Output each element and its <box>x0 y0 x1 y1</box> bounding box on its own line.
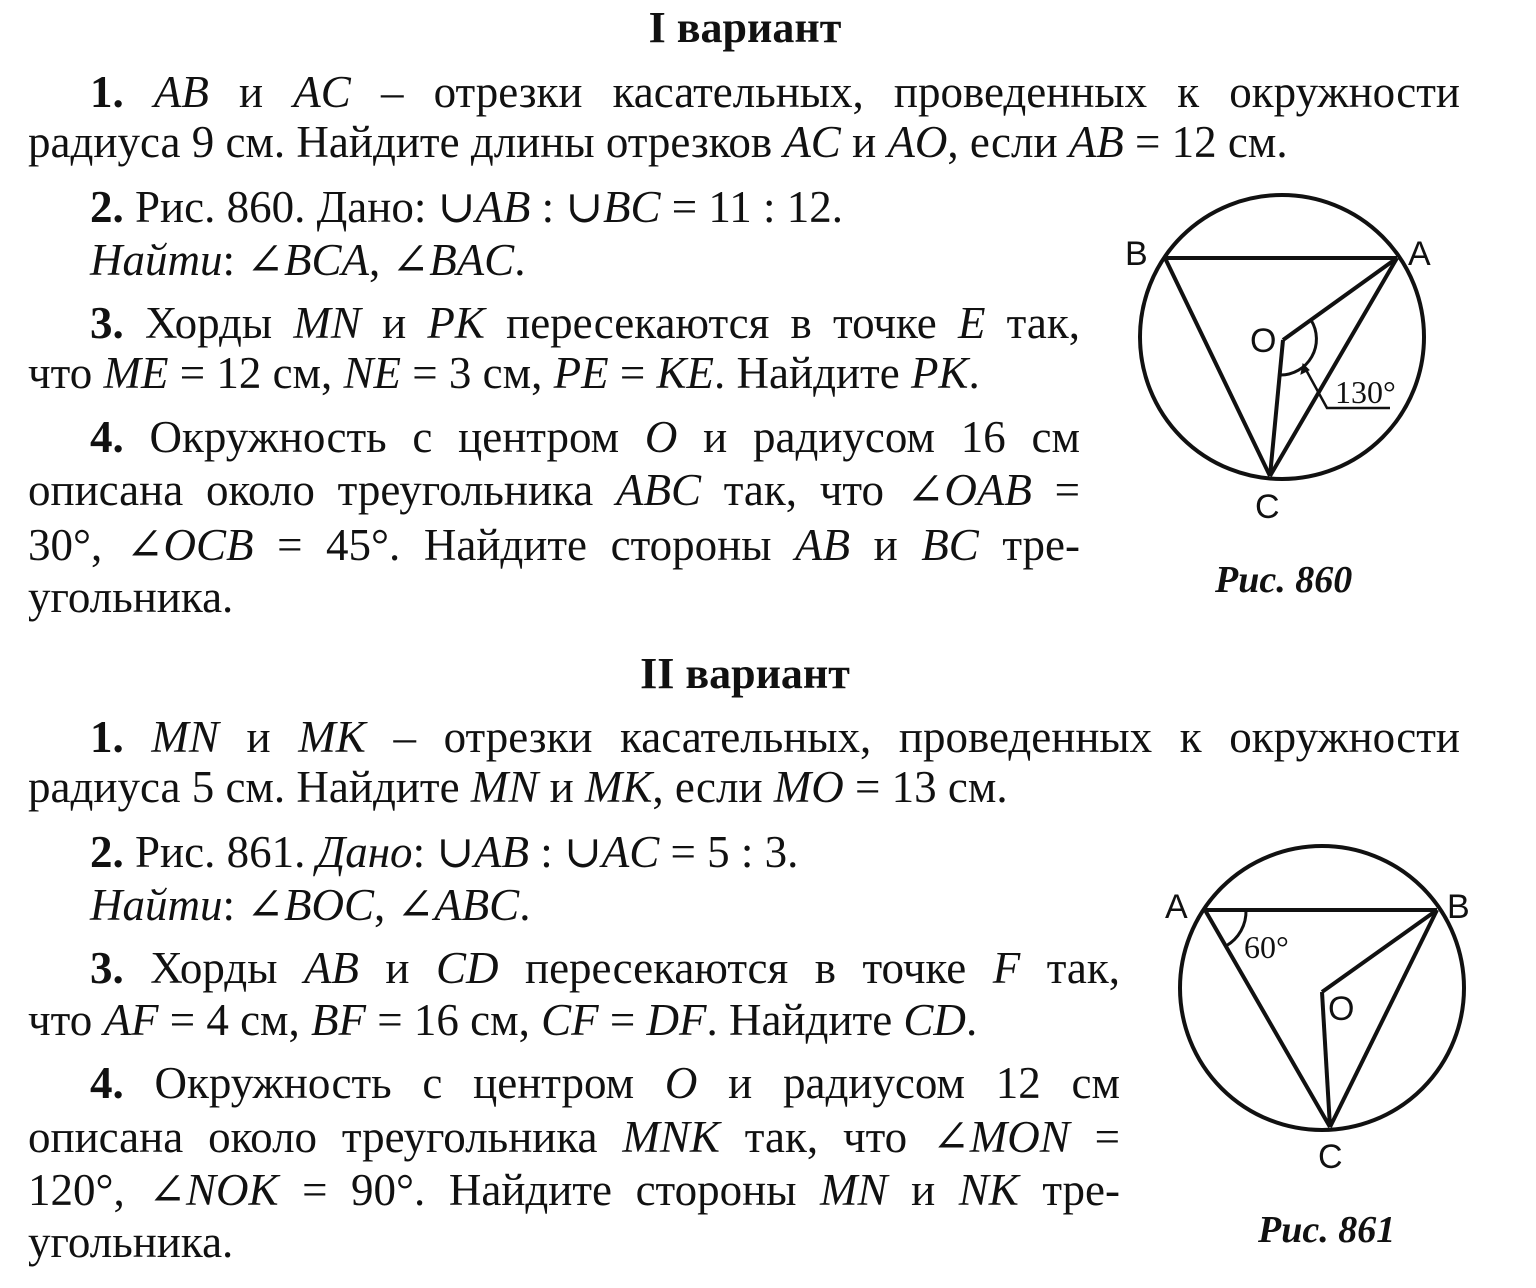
text-segment: = 12 см. <box>1123 117 1288 167</box>
math-term: NK <box>958 1165 1019 1215</box>
text-segment: и радиусом 12 см <box>697 1058 1120 1108</box>
text-segment: . <box>519 880 531 930</box>
text-segment: = 5 : 3. <box>659 827 799 877</box>
math-term: F <box>992 943 1021 993</box>
text-segment: . <box>965 995 978 1045</box>
math-term: MK <box>584 762 653 812</box>
math-term: CF <box>541 995 599 1045</box>
text-segment: Дано <box>316 182 414 232</box>
text-segment: радиуса 9 см. Найдите длины отрезков <box>28 117 784 167</box>
problem-number: 1. <box>90 712 124 762</box>
angle-label: 130° <box>1335 374 1396 410</box>
text-segment: 30°, ∠ <box>28 520 164 570</box>
math-term: AB <box>1068 117 1124 167</box>
figure-860-caption: Рис. 860 <box>1215 559 1353 601</box>
text-segment: так, что ∠ <box>700 465 945 515</box>
text-segment: , ∠ <box>368 235 430 285</box>
text-segment: Хорды <box>123 943 304 993</box>
math-term: PK <box>910 348 969 398</box>
math-term: Найти <box>90 235 223 285</box>
math-term: DF <box>646 995 707 1045</box>
text-segment: = 90°. Найдите стороны <box>278 1165 821 1215</box>
math-term: KE <box>656 348 715 398</box>
text-segment: тре- <box>978 520 1080 570</box>
math-term: AB <box>795 520 851 570</box>
figure-861 <box>1180 846 1464 1130</box>
text-segment: Хорды <box>123 298 294 348</box>
text-segment: : ∪ <box>413 182 476 232</box>
math-term: BOC <box>283 880 374 930</box>
text-segment: . <box>514 235 526 285</box>
variant-1-title: I вариант <box>648 3 842 52</box>
label-a: A <box>1165 888 1188 926</box>
label-o: O <box>1328 990 1355 1028</box>
text-segment: радиуса 5 см. Найдите <box>28 762 471 812</box>
label-b: B <box>1447 888 1470 926</box>
math-term: ABC <box>434 880 520 930</box>
text-segment: и <box>208 67 294 117</box>
math-term: MN <box>293 298 361 348</box>
text-segment: 120°, ∠ <box>28 1165 187 1215</box>
text-segment: . Найдите <box>706 995 904 1045</box>
text-segment: = 11 : 12. <box>660 182 844 232</box>
text-segment: и <box>887 1165 959 1215</box>
text-segment: тре- <box>1018 1165 1120 1215</box>
math-term: CD <box>903 995 966 1045</box>
math-term: BCA <box>283 235 369 285</box>
text-segment: и <box>218 712 299 762</box>
label-c: C <box>1318 1138 1343 1176</box>
text-segment: : ∪ <box>530 182 604 232</box>
angle-label: 60° <box>1244 929 1289 965</box>
text-segment: Рис. 860. <box>123 182 317 232</box>
text-segment: описана около треугольника <box>28 465 616 515</box>
math-term: AB <box>153 67 209 117</box>
text-segment: = 45°. Найдите стороны <box>253 520 796 570</box>
math-term: MN <box>470 762 539 812</box>
label-c: C <box>1255 488 1280 526</box>
math-term: PK <box>427 298 485 348</box>
math-term: AC <box>783 117 841 167</box>
math-term: O <box>664 1058 698 1108</box>
text-segment: = 4 см, <box>158 995 312 1045</box>
math-term: MN <box>151 712 219 762</box>
text-segment: так, <box>985 298 1080 348</box>
text-segment: Рис. 861. <box>123 827 317 877</box>
text-segment: : ∪ <box>412 827 475 877</box>
math-term: ME <box>103 348 169 398</box>
text-segment: что <box>28 995 104 1045</box>
problem-number: 2. <box>90 827 124 877</box>
text-segment: = <box>608 348 657 398</box>
text-segment: и <box>850 520 922 570</box>
math-term: MK <box>298 712 366 762</box>
math-term: MO <box>773 762 844 812</box>
text-segment: , если <box>652 762 774 812</box>
math-term: ABC <box>615 465 701 515</box>
math-term: MNK <box>622 1112 720 1162</box>
math-term: OAB <box>944 465 1032 515</box>
math-term: Найти <box>90 880 223 930</box>
math-term: O <box>644 412 678 462</box>
math-term: AO <box>887 117 948 167</box>
text-segment: пересекаются в точке <box>498 943 993 993</box>
text-segment: что <box>28 348 104 398</box>
math-term: BC <box>921 520 979 570</box>
math-term: PE <box>553 348 609 398</box>
problem-number: 3. <box>90 298 124 348</box>
math-term: MON <box>969 1112 1070 1162</box>
figure-860 <box>1140 195 1424 479</box>
text-segment: , если <box>947 117 1069 167</box>
math-term: BF <box>311 995 367 1045</box>
text-segment: и <box>358 943 436 993</box>
text-segment: – отрезки касательных, проведенных к окружности <box>365 712 1460 762</box>
math-term: MN <box>820 1165 888 1215</box>
text-segment: = 12 см, <box>168 348 344 398</box>
math-term: NE <box>343 348 402 398</box>
problem-number: 3. <box>90 943 124 993</box>
math-term: CD <box>436 943 499 993</box>
text-segment: . <box>968 348 980 398</box>
math-term: AC <box>601 827 660 877</box>
problem-number: 2. <box>90 182 124 232</box>
text-segment: : ∠ <box>222 235 284 285</box>
label-b: B <box>1125 235 1148 273</box>
problem-number: 1. <box>90 67 124 117</box>
text-segment: и радиусом 16 см <box>677 412 1080 462</box>
variant-2-title: II вариант <box>640 649 850 698</box>
text-segment: – отрезки касательных, проведенных к окружности <box>350 67 1460 117</box>
text-segment: описана около треугольника <box>28 1112 623 1162</box>
text-segment: = 3 см, <box>401 348 554 398</box>
text-segment: . Найдите <box>714 348 911 398</box>
text-segment: : ∠ <box>222 880 284 930</box>
math-term: Дано <box>316 827 413 877</box>
text-segment: , ∠ <box>373 880 435 930</box>
text-segment: так, <box>1020 943 1120 993</box>
circle <box>1140 195 1424 479</box>
math-term: AB <box>303 943 359 993</box>
text-segment: и <box>840 117 888 167</box>
text-segment: угольника. <box>28 572 234 622</box>
label-o: O <box>1250 322 1277 360</box>
math-term: AF <box>103 995 159 1045</box>
math-term: BAC <box>429 235 515 285</box>
text-segment: Окружность с центром <box>123 1058 665 1108</box>
chord-bc <box>1165 258 1270 476</box>
radius-ob <box>1322 910 1437 992</box>
text-segment: угольника. <box>28 1217 234 1267</box>
math-term: NOK <box>186 1165 279 1215</box>
radius-oa <box>1283 258 1397 340</box>
text-segment: = <box>1031 465 1080 515</box>
label-a: A <box>1408 235 1431 273</box>
text-segment: = 13 см. <box>843 762 1008 812</box>
text-segment: и <box>360 298 428 348</box>
text-segment: = <box>598 995 647 1045</box>
figure-861-caption: Рис. 861 <box>1258 1209 1396 1251</box>
text-segment: = 16 см, <box>366 995 542 1045</box>
math-term: AB <box>475 182 531 232</box>
circle <box>1180 846 1464 1130</box>
problem-number: 4. <box>90 1058 124 1108</box>
problem-number: 4. <box>90 412 124 462</box>
math-term: E <box>957 298 986 348</box>
text-segment: Окружность с центром <box>123 412 645 462</box>
math-term: AB <box>474 827 530 877</box>
text-segment: : ∪ <box>529 827 602 877</box>
math-term: OCB <box>163 520 254 570</box>
text-segment: пересекаются в точке <box>484 298 958 348</box>
text-segment: = <box>1069 1112 1120 1162</box>
text-segment: так, что ∠ <box>719 1112 970 1162</box>
math-term: BC <box>603 182 661 232</box>
text-segment: и <box>538 762 585 812</box>
math-term: AC <box>293 67 351 117</box>
